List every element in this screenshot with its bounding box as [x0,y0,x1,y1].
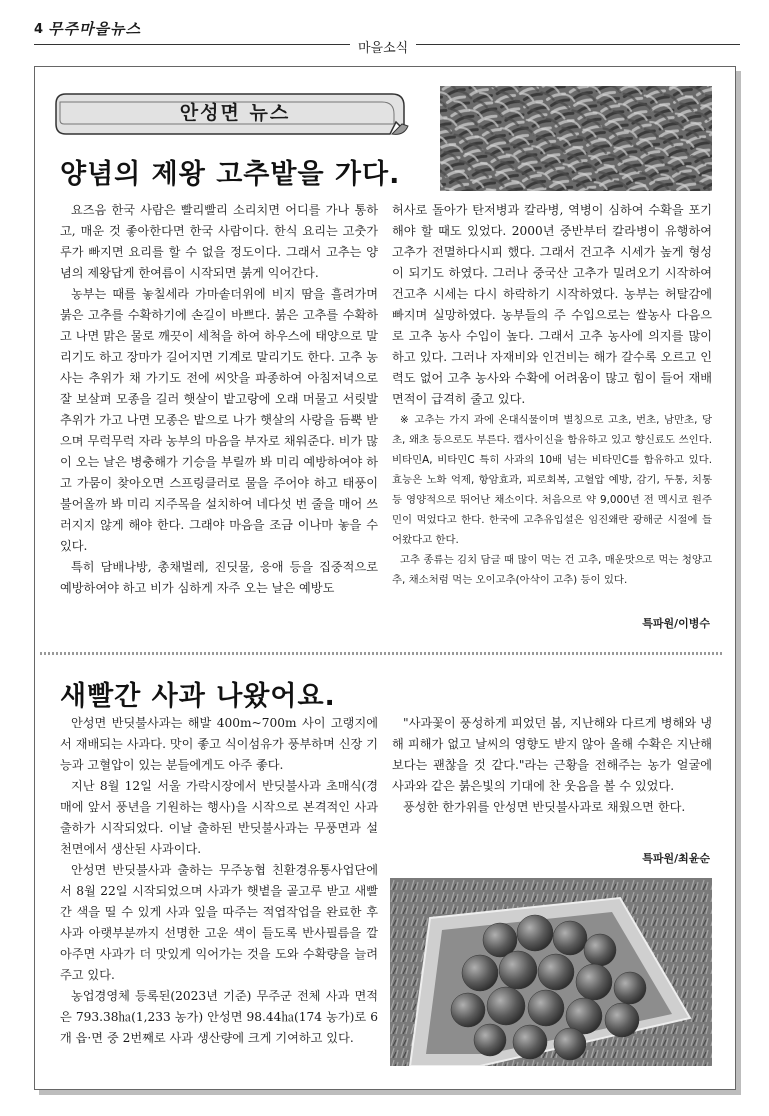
article-divider [40,652,722,655]
page-number: 4 [34,22,44,37]
paragraph: 요즈음 한국 사람은 빨리빨리 소리치면 어디를 가나 통하고, 매운 것 좋아한다면 한국 사람이다. 한식 요리는 고춧가루가 빠지면 요리를 할 수 없을 정도이다. 그래서 고추는 양념의 제왕답게 한여름이 시작되면 붉게 익어간다. [60,203,378,280]
apple-column-1 [60,713,378,1049]
note-paragraph: 고추 종류는 김치 담글 때 많이 먹는 건 고추, 매운맛으로 먹는 청양고추, 채소처럼 먹는 오이고추(아삭이 고추) 등이 있다. [392,554,712,586]
paragraph: 안성면 반딧불사과 출하는 무주농협 친환경유통사업단에서 8월 22일 시작되었으며 사과가 햇볕을 골고루 받고 새빨간 색을 띨 수 있게 사과 잎을 따주는 적엽작업을 완료한 후 사과 아랫부분까지 선명한 고운 색이 들도록 반사필름을 깔아주면 사과가 더 맛있게 익어가는 것을 도와 수확량을 늘려주고 있다. [60,863,378,982]
headline-apple: 새빨간 사과 나왔어요. [60,681,336,712]
byline-apple: 특파원/최윤순 [642,852,710,865]
masthead-logo: 무주마을뉴스 [48,20,141,38]
paragraph: 특히 담배나방, 총채벌레, 진딧물, 응애 등을 집중적으로 예방하여야 하고 비가 심하게 자주 오는 날은 예방도 [60,560,378,595]
paragraph: 농업경영체 등록된(2023년 기준) 무주군 전체 사과 면적은 793.38㏊(1,233 농가) 안성면 98.44㏊(174 농가)로 6개 읍·면 중 2번째로 사과 생산량에 크게 기여하고 있다. [60,989,378,1045]
pepper-column-1 [60,200,378,599]
paragraph: 안성면 반딧불사과는 해발 400m~700m 사이 고랭지에서 재배되는 사과다. 맛이 좋고 식이섬유가 풍부하며 신장 기능과 고혈압이 있는 분들에게도 아주 좋다. [60,716,378,772]
apple-basket-photo [390,878,712,1066]
byline-pepper: 특파원/이병수 [642,617,710,630]
pepper-footnote [392,410,712,590]
paragraph: 농부는 때를 놓칠세라 가마솥더위에 비지 땀을 흘려가며 붉은 고추를 수확하기에 손길이 바쁘다. 붉은 고추를 수확하고 나면 맑은 물로 깨끗이 세척을 하여 하우스에 태양으로 말리기도 하고 장마가 길어지면 기계로 말리기도 한다. 고추 농사는 추위가 채 가기도 전에 씨앗을 파종하여 아침저녁으로 잘 보살펴 모종을 길러 햇살이 밭고랑에 오래 머물고 서릿발 추위가 가고 나면 모종은 밭으로 나가 햇살의 사랑을 듬뿍 받으며 무럭무럭 자라 농부의 마음을 부자로 채워준다. 비가 많이 오는 날은 병충해가 기승을 부릴까 봐 미리 예방하여야 하고 가뭄이 찾아오면 스프링클러로 물을 주어야 하고 태풍이 불어올까 봐 미리 지주목을 설치하여 네다섯 번 줄을 매어 쓰러지지 않게 해야 한다. 그래야 마음을 조금 이나마 놓을 수 있다. [60,287,378,553]
paragraph: "사과꽃이 풍성하게 피었던 봄, 지난해와 다르게 병해와 냉해 피해가 없고 날씨의 영향도 받지 않아 올해 수확은 지난해보다는 괜찮을 것 같다."라는 근황을 전해주는 농가 얼굴에 사과와 같은 붉은빛의 기대에 찬 웃음을 볼 수 있었다. [392,716,712,793]
pepper-drying-photo [440,86,712,191]
headline-pepper: 양념의 제왕 고추밭을 가다. [60,159,401,190]
note-paragraph: ※ 고추는 가지 과에 온대식물이며 별칭으로 고초, 번초, 남만초, 당초, 왜초 등으로도 부른다. 캡사이신을 함유하고 있고 향신료도 쓰인다. 비타민A, 비타민C 특히 사과의 10배 넘는 비타민C를 함유하고 있다. 효능은 노화 억제, 항암효과, 피로회복, 고혈압 예방, 감기, 두통, 치통 등 영양적으로 뛰어난 채소이다. 처음으로 약 9,000년 전 멕시코 원주민이 먹었다고 한다. 한국에 고추유입설은 임진왜란 광해군 시절에 들어왔다고 한다. [392,414,712,546]
paragraph: 풍성한 한가위를 안성면 반딧불사과로 채웠으면 한다. [403,800,686,814]
apple-column-2 [392,713,712,818]
paragraph: 지난 8월 12일 서울 가락시장에서 반딧불사과 초매식(경매에 앞서 풍년을 기원하는 행사)을 시작으로 본격적인 사과 출하가 시작되었다. 이날 출하된 반딧불사과는 무풍면과 설천면에서 생산된 사과이다. [60,779,378,856]
paragraph: 허사로 돌아가 탄저병과 칼라병, 역병이 심하여 수확을 포기해야 할 때도 있었다. 2000년 중반부터 칼라병이 유행하여 고추가 전멸하다시피 했다. 그래서 건고추 시세가 높게 형성이 되기도 하였다. 그러나 중국산 고추가 밀려오기 시작하여 건고추 시세는 다시 하락하기 시작하였다. 농부는 허탈감에 빠지며 실망하였다. 농부들의 주 수입으로는 쌀농사 다음으로 고추 농사 수입이 높다. 그래서 고추 농사에 의지를 많이 하고 있다. 그러나 자재비와 인건비는 해가 갈수록 오르고 인력도 없어 고추 농사와 수확에 어려움이 많고 힘이 들어 재배면적이 급격히 줄고 있다. [392,203,712,406]
ribbon-title: 안성면 뉴스 [179,102,291,124]
section-label: 마을소식 [350,37,416,56]
pepper-column-2 [392,200,712,590]
